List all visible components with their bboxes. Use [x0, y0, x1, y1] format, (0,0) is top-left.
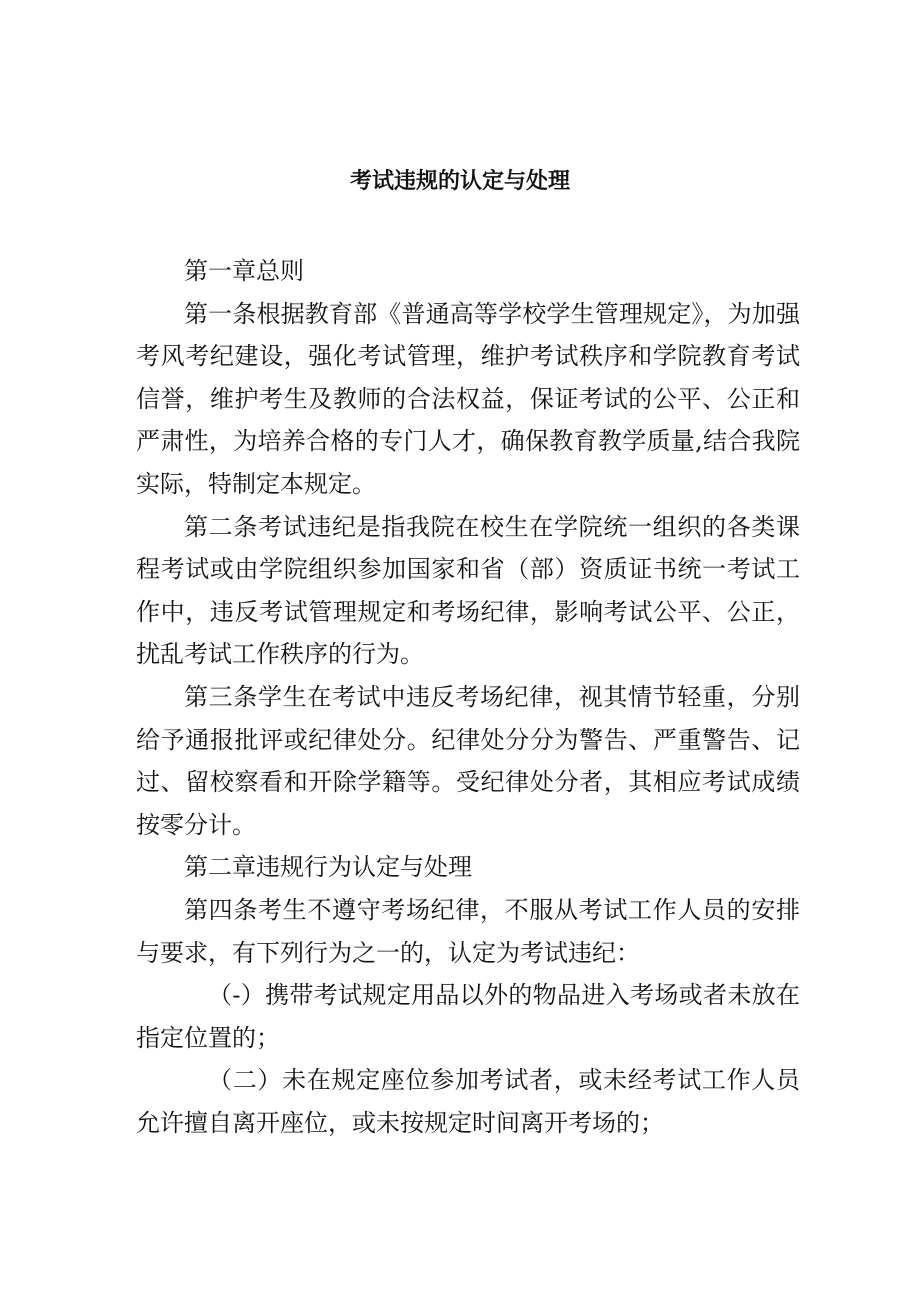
chapter-heading-2: 第二章违规行为认定与处理	[184, 853, 472, 882]
article-4-paragraph: 第四条考生不遵守考场纪律，不服从考试工作人员的安排与要求，有下列行为之一的，认定为考试违纪：	[136, 895, 800, 967]
article-1-paragraph: 第一条根据教育部《普通高等学校学生管理规定》，为加强考风考纪建设，强化考试管理，维护考试秩序和学院教育考试信誉，维护考生及教师的合法权益，保证考试的公平、公正和严肃性，为培养合格的专门人才，确保教育教学质量,结合我院实际，特制定本规定。	[136, 299, 800, 498]
article-4-item-1: （-）携带考试规定用品以外的物品进入考场或者未放在指定位置的；	[136, 981, 800, 1052]
article-4-item-2: （二）未在规定座位参加考试者，或未经考试工作人员允许擅自离开座位，或未按规定时间离开考场的；	[136, 1066, 800, 1137]
article-2-paragraph: 第二条考试违纪是指我院在校生在学院统一组织的各类课程考试或由学院组织参加国家和省（部）资质证书统一考试工作中，违反考试管理规定和考场纪律，影响考试公平、公正，扰乱考试工作秩序的行为。	[136, 512, 800, 669]
article-3-paragraph: 第三条学生在考试中违反考场纪律，视其情节轻重，分别给予通报批评或纪律处分。纪律处分分为警告、严重警告、记过、留校察看和开除学籍等。受纪律处分者，其相应考试成绩按零分计。	[136, 682, 800, 839]
chapter-heading-1: 第一章总则	[184, 257, 304, 285]
document-title: 考试违规的认定与处理	[349, 168, 570, 194]
document-body	[136, 250, 800, 1144]
